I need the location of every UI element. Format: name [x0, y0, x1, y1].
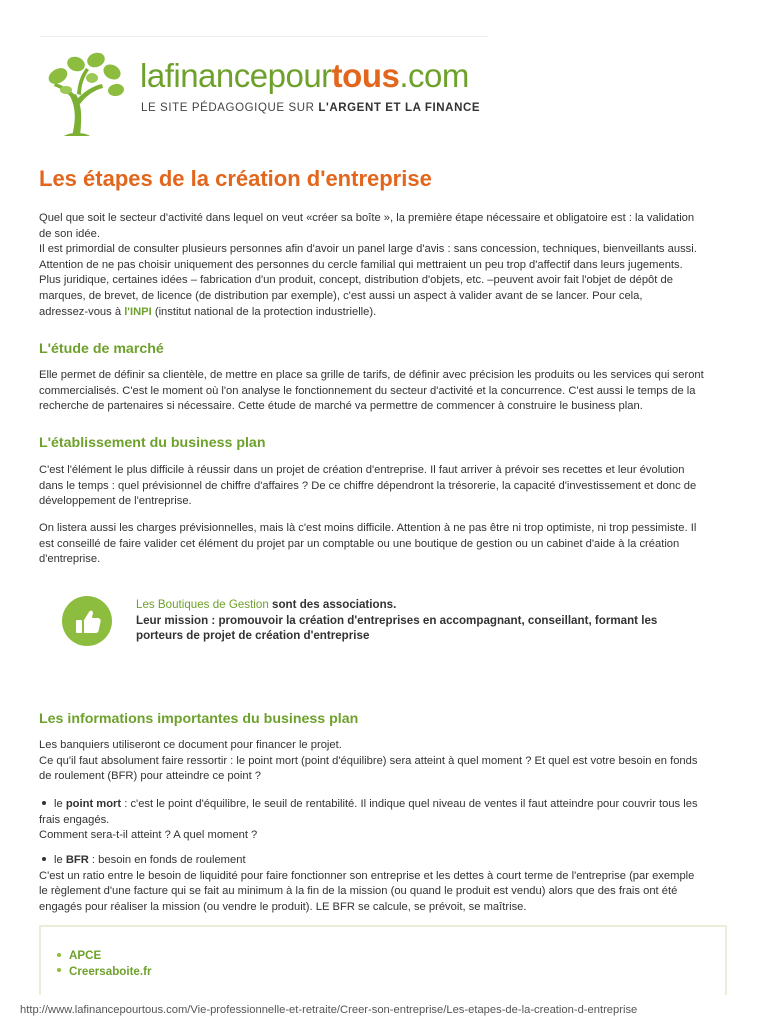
boutiques-de-gestion-link[interactable]: Les Boutiques de Gestion	[136, 598, 269, 611]
header-divider	[40, 36, 488, 37]
site-name: lafinancepourtous.com	[140, 57, 469, 94]
link-creersaboite[interactable]: Creersaboite.fr	[57, 964, 151, 980]
footer-url: http://www.lafinancepourtous.com/Vie-professionnelle-et-retraite/Creer-son-entreprise/Les-etapes-de-la-creation-d-entreprise	[20, 1004, 638, 1016]
business-plan-info-paragraph: Les banquiers utiliseront ce document pour financer le projet. Ce qu'il faut absolument faire ressortir : le point mort (point d'équilibre) sera atteint à quel moment ? Et quel est votre besoin en fonds de roulement (BFR) pour atteindre ce point ?	[39, 739, 698, 783]
related-links-box	[39, 925, 727, 995]
list-item-bfr: le BFR : besoin en fonds de roulement C'est un ratio entre le besoin de liquidité pour faire fonctionner son entreprise et les dettes à court terme de l'entreprise (par exemple le règlement d'une facture qui se fait au minimum à la fin de la mission (ou quand le produit est vendu) alors que des frais ont été engagés pour réaliser la mission (ou vendre le produit). LE BFR se calcule, se prévoit, se maîtrise.	[39, 854, 695, 913]
callout-text: Les Boutiques de Gestion sont des associations. Leur mission : promouvoir la création d'entreprises en accompagnant, conseillant, formant les porteurs de projet de création d'entreprise	[136, 598, 658, 643]
callout-box	[62, 595, 722, 655]
page-title: Les étapes de la création d'entreprise	[39, 166, 432, 191]
site-tagline: LE SITE PÉDAGOGIQUE SUR L'ARGENT ET LA FINANCE	[141, 102, 481, 114]
business-plan-paragraph-1: C'est l'élément le plus difficile à réussir dans un projet de création d'entreprise. Il faut arriver à prévoir ses recettes et leur évolution dans le temps : quel prévisionnel de chiffre d'affaires ? De ce chiffre dépendront la trésorerie, la capacité d'investissement et donc de développement de l'entreprise.	[39, 464, 697, 508]
link-apce[interactable]: APCE	[57, 948, 151, 964]
section-heading-business-plan: L'établissement du business plan	[39, 435, 266, 451]
business-plan-paragraph-2: On listera aussi les charges prévisionnelles, mais là c'est moins difficile. Attention à ne pas être ni trop optimiste, ni trop pessimiste. Il est conseillé de faire valider cet élément du projet par un comptable ou une boutique de gestion ou un cabinet d'aide à la création d'entreprise.	[39, 522, 697, 566]
market-study-paragraph: Elle permet de définir sa clientèle, de mettre en place sa grille de tarifs, de définir avec précision les produits ou les services qui seront commercialisés. C'est le moment où l'on analyse le fonctionnement du secteur d'activité et la concurrence. C'est aussi le temps de la recherche de partenaires si nécessaire. Cette étude de marché va permettre de commencer à construire le business plan.	[39, 369, 704, 413]
section-heading-market-study: L'étude de marché	[39, 341, 164, 357]
site-logo[interactable]	[46, 50, 506, 140]
list-item-point-mort: le point mort : c'est le point d'équilibre, le seuil de rentabilité. Il indique quel niveau de ventes il faut atteindre pour couvrir tous les frais engagés. Comment sera-t-il atteint ? A quel moment ?	[39, 798, 698, 842]
section-heading-business-plan-info: Les informations importantes du business plan	[39, 711, 359, 727]
thumbs-up-icon	[62, 596, 112, 646]
tree-logo-icon	[46, 50, 132, 138]
inpi-link[interactable]: l'INPI	[124, 305, 152, 318]
intro-paragraph: Quel que soit le secteur d'activité dans lequel on veut «créer sa boîte », la première étape nécessaire et obligatoire est : la validation de son idée. Il est primordial de consulter plusieurs personnes afin d'avoir un panel large d'avis : sans concession, techniques, bienveillants aussi. Attention de ne pas choisir uniquement des personnes du cercle familial qui mettraient un peu trop d'affectif dans leurs jugements. Plus juridique, certaines idées – fabrication d'un produit, concept, distribution d'objets, etc. –peuvent avoir fait l'objet de dépôt de marques, de brevet, de licence (de distribution par exemple), c'est aussi un aspect à valider avant de se lancer. Pour cela, adressez-vous à l'INPI (institut national de la protection industrielle).	[39, 212, 697, 318]
